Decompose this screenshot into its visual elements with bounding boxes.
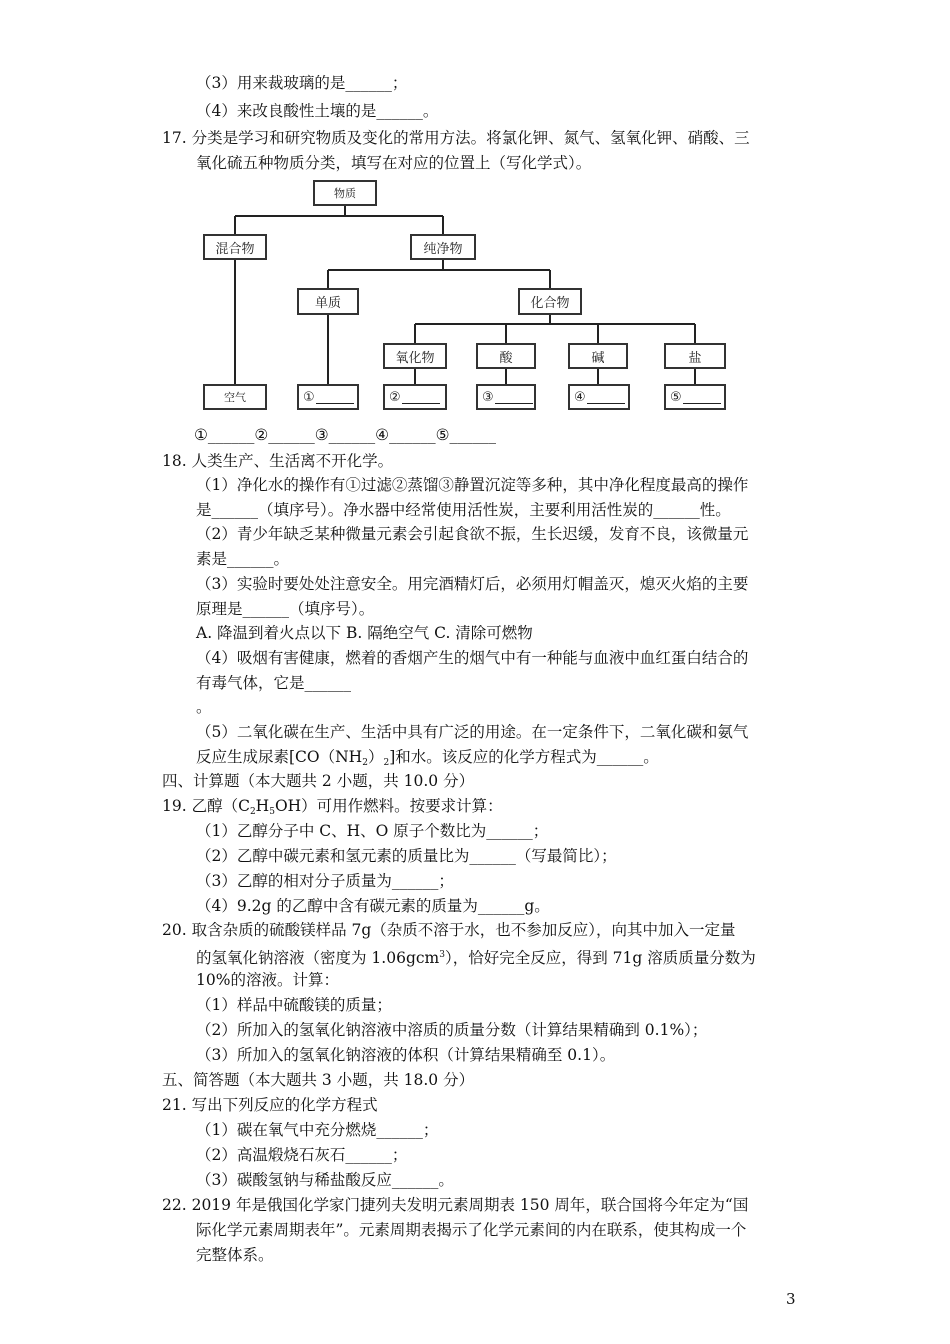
answer-slot-1[interactable] xyxy=(297,384,359,410)
urea-text-a: 反应生成尿素[CO（NH xyxy=(196,748,363,766)
q19-sub-1: 2 xyxy=(249,807,256,817)
node-oxide: 氧化物 xyxy=(383,343,447,369)
section-5-heading: 五、简答题（本大题共 3 小题，共 18.0 分） xyxy=(162,1071,475,1089)
q20-stem-line3: 10%的溶液。计算： xyxy=(196,971,339,989)
q22-stem-line2: 际化学元素周期表年”。元素周期表揭示了化学元素间的内在联系，使其构成一个 xyxy=(196,1221,747,1239)
answer-slot-2[interactable] xyxy=(383,384,447,410)
urea-sub-1: 2 xyxy=(362,758,368,768)
slot-2-blank xyxy=(402,391,440,404)
node-acid: 酸 xyxy=(476,343,536,369)
diagram-connectors xyxy=(193,178,741,414)
slot-5-blank xyxy=(683,391,721,404)
q18-part4-line1: （4）吸烟有害健康，燃着的香烟产生的烟气中有一种能与血液中血红蛋白结合的 xyxy=(196,649,749,667)
q21-part1: （1）碳在氧气中充分燃烧______； xyxy=(196,1121,439,1139)
q18-part3-options: A. 降温到着火点以下 B. 隔绝空气 C. 清除可燃物 xyxy=(196,624,533,642)
node-pure-substance: 纯净物 xyxy=(410,234,476,260)
node-base: 碱 xyxy=(568,343,628,369)
q20-part1: （1）样品中硫酸镁的质量； xyxy=(196,996,392,1014)
urea-text-c: ]和水。该反应的化学方程式为______。 xyxy=(389,748,659,766)
q17-answer-blanks: ①______②______③______④______⑤______ xyxy=(194,426,496,444)
q18-stem: 18. 人类生产、生活离不开化学。 xyxy=(162,452,394,470)
q19-text-b: H xyxy=(255,797,270,815)
q21-part3: （3）碳酸氢钠与稀盐酸反应______。 xyxy=(196,1171,454,1189)
slot-3-label: ③ xyxy=(482,389,494,405)
q19-part1: （1）乙醇分子中 C、H、O 原子个数比为______； xyxy=(196,822,549,840)
slot-3-blank xyxy=(495,391,533,404)
q17-stem-line2: 氧化硫五种物质分类，填写在对应的位置上（写化学式）。 xyxy=(196,154,592,172)
classification-diagram xyxy=(193,178,741,414)
q19-part4: （4）9.2g 的乙醇中含有碳元素的质量为______g。 xyxy=(196,897,550,915)
q20-sup: 3 xyxy=(439,950,445,960)
q18-part2-line2: 素是______。 xyxy=(196,550,290,568)
urea-text-b: ） xyxy=(367,748,384,766)
q20-stem-line2 xyxy=(196,945,756,968)
q16-item-3: （3）用来裁玻璃的是______； xyxy=(196,74,408,92)
q20-part2: （2）所加入的氢氧化钠溶液中溶质的质量分数（计算结果精确到 0.1%）； xyxy=(196,1021,708,1039)
node-mixture: 混合物 xyxy=(203,234,267,260)
q20-part3: （3）所加入的氢氧化钠溶液的体积（计算结果精确至 0.1）。 xyxy=(196,1046,616,1064)
q17-stem-line1: 17. 分类是学习和研究物质及变化的常用方法。将氯化钾、氮气、氢氧化钾、硝酸、三 xyxy=(162,129,750,147)
q21-part2: （2）高温煅烧石灰石______； xyxy=(196,1146,408,1164)
node-element: 单质 xyxy=(297,288,359,315)
q19-text-c: OH）可用作燃料。按要求计算： xyxy=(274,797,503,815)
answer-slot-3[interactable] xyxy=(476,384,536,410)
q19-stem xyxy=(162,796,503,822)
answer-slot-4[interactable] xyxy=(568,384,630,410)
q22-stem-line3: 完整体系。 xyxy=(196,1246,274,1264)
q18-part3-line2: 原理是______（填序号）。 xyxy=(196,600,375,618)
slot-5-label: ⑤ xyxy=(670,389,682,405)
q16-item-4: （4）来改良酸性土壤的是______。 xyxy=(196,102,439,120)
page-number: 3 xyxy=(786,1290,796,1308)
q18-part3-line1: （3）实验时要处处注意安全。用完酒精灯后，必须用灯帽盖灭，熄灭火焰的主要 xyxy=(196,575,749,593)
q18-part2-line1: （2）青少年缺乏某种微量元素会引起食欲不振，生长迟缓，发育不良，该微量元 xyxy=(196,525,749,543)
answer-slot-5[interactable] xyxy=(664,384,726,410)
q18-part4-line3: 。 xyxy=(196,698,212,716)
slot-1-label: ① xyxy=(303,389,315,405)
q20-text-b: ），恰好完全反应，得到 71g 溶质质量分数为 xyxy=(444,949,756,967)
q22-stem-line1: 22. 2019 年是俄国化学家门捷列夫发明元素周期表 150 周年，联合国将今年定为“国 xyxy=(162,1196,749,1214)
slot-4-blank xyxy=(587,391,625,404)
slot-1-blank xyxy=(316,391,354,404)
q18-part1-line2: 是______（填序号）。净水器中经常使用活性炭，主要利用活性炭的______性。 xyxy=(196,501,731,519)
node-compound: 化合物 xyxy=(518,288,582,315)
q20-stem-line1: 20. 取含杂质的硫酸镁样品 7g（杂质不溶于水，也不参加反应），向其中加入一定量 xyxy=(162,921,736,939)
q20-text-a: 的氢氧化钠溶液（密度为 1.06gcm xyxy=(196,949,440,967)
q19-text-a: 19. 乙醇（C xyxy=(162,797,250,815)
node-air: 空气 xyxy=(203,384,267,410)
urea-sub-2: 2 xyxy=(383,758,390,768)
q19-part2: （2）乙醇中碳元素和氢元素的质量比为______（写最简比）； xyxy=(196,847,617,865)
slot-2-label: ② xyxy=(389,389,401,405)
q18-part5-line1: （5）二氧化碳在生产、生活中具有广泛的用途。在一定条件下，二氧化碳和氨气 xyxy=(196,723,749,741)
q19-part3: （3）乙醇的相对分子质量为______； xyxy=(196,872,454,890)
section-4-heading: 四、计算题（本大题共 2 小题，共 10.0 分） xyxy=(162,772,475,790)
slot-4-label: ④ xyxy=(574,389,586,405)
node-root: 物质 xyxy=(313,180,377,206)
node-salt: 盐 xyxy=(664,343,726,369)
q21-stem: 21. 写出下列反应的化学方程式 xyxy=(162,1096,378,1114)
q18-part4-line2: 有毒气体，它是______ xyxy=(196,674,352,692)
q18-part5-line2 xyxy=(196,747,659,773)
q18-part1-line1: （1）净化水的操作有①过滤②蒸馏③静置沉淀等多种，其中净化程度最高的操作 xyxy=(196,476,749,494)
q19-sub-2: 5 xyxy=(269,807,275,817)
